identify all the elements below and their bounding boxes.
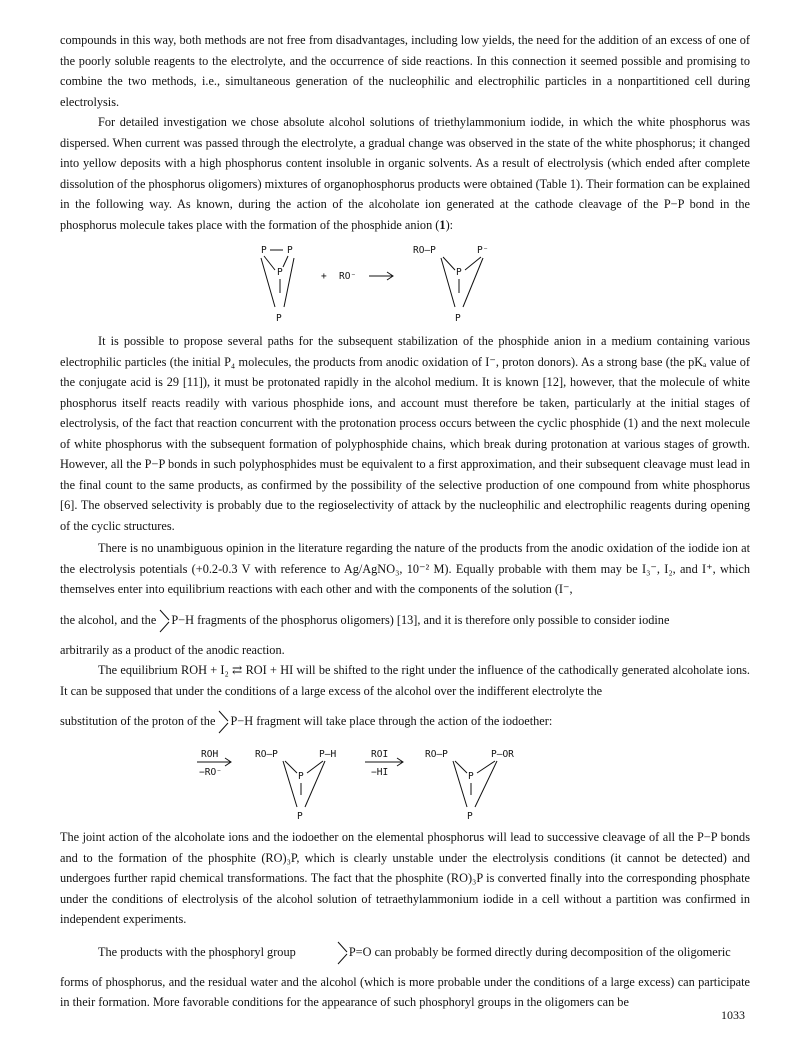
ro-minus-label: −RO⁻	[199, 767, 222, 778]
paragraph-5a: The equilibrium ROH + I₂ ⇄ ROI + HI will be shifted to the right under the influence of the cathodically generated alcoholate ions. It can be supposed that under the conditions of a large excess of the alcohol over the indifferent electrolyte the	[60, 663, 750, 698]
ro-p-left: RO—P	[255, 749, 278, 760]
scheme-iodoether-substitution	[60, 741, 750, 821]
bottom-p-2: P	[467, 811, 473, 821]
paragraph-4b: the alcohol, and the P−H fragments of the phosphorus oligomers) [13], and it is therefore only possible to consider iodine	[60, 608, 750, 634]
p4-atom-bottom: P	[276, 313, 282, 324]
paragraph-4a: There is no unambiguous opinion in the literature regarding the nature of the products from the anodic oxidation of the iodide ion at the electrolysis potentials (+0.2-0.3 V with reference to Ag/AgNO₃, 10⁻² M). Equally probable with them may be I₃⁻, I₂, and I⁺, which themselves enter into equilibrium reactions with each other and with the components of the solution (I⁻,	[60, 541, 750, 596]
p4-atom-top-right: P	[287, 245, 293, 256]
paragraph-1: compounds in this way, both methods are not free from disadvantages, including low yields, the need for the addition of an excess of one of the poorly soluble reagents to the electrolyte, and the occurrence of side reactions. In this connection it seemed possible and promising to combine the two methods, i.e., simultaneous generation of the nucleophilic and electrophilic particles in a nonpartitioned cell during electrolysis.	[60, 33, 750, 109]
phosphoryl-group-symbol	[299, 940, 349, 966]
paragraph-5b: substitution of the proton of the P−H fragment will take place through the action of the iodoether:	[60, 709, 750, 735]
p4-atom-middle: P	[277, 267, 283, 278]
hi-label: −HI	[371, 767, 389, 778]
scheme-phosphide-formation	[60, 241, 750, 325]
bottom-p-1: P	[297, 811, 303, 821]
alcoholate-ion: RO⁻	[339, 271, 357, 282]
phosphide-atom-bottom: P	[455, 313, 461, 324]
mid-p-2: P	[468, 771, 474, 782]
plus-sign: +	[321, 271, 327, 282]
paragraph-6: The joint action of the alcoholate ions and the iodoether on the elemental phosphorus will lead to successive cleavage of all the P−P bonds and to the formation of the phosphite (RO)₃P, which is clearly unstable under the electrolysis conditions (it cannot be detected) and undergoes further rapid chemical transformations. The fact that the phosphite (RO)₃P is converted finally into the corresponding phosphate under the conditions of electrolysis of the alcohol solution of tetraethylammonium iodide in a cell without a partition was confirmed in independent experiments.	[60, 830, 750, 926]
paragraph-3: It is possible to propose several paths for the subsequent stabilization of the phosphide anion in a medium containing various electrophilic particles (the initial P₄ molecules, the products from anodic oxidation of I⁻, proton donors). As a strong base (the pKₐ value of the conjugate acid is 29 [11]), it must be protonated rapidly in the alcohol medium. It is known [12], however, that the molecule of white phosphorus itself reacts readily with various phosphide ions, and account must therefore be taken, particularly at the initial stages of electrolysis, of the fact that reaction concurrent with the protonation process occurs between the cyclic phosphide (1) and the next molecule of white phosphorus with the subsequent formation of polyphosphide chains, which break during protonation at various stages of growth. However, all the P−P bonds in such polyphosphides must be equivalent to a first approximation, and their subsequent cleavage must lead in the final count to the same products, as confirmed by the possibility of the selective production of one compound from white phosphorus [6]. The observed selectivity is probably due to the regioselectivity of attack by the nucleophilic and electrophilic reagents during opening of the cyclic structures.	[60, 334, 750, 533]
ph-fragment-symbol	[159, 608, 171, 634]
roh-label: ROH	[201, 749, 219, 760]
page-number: 1033	[721, 1008, 745, 1022]
paragraph-7a: The products with the phosphoryl group P=O can probably be formed directly during decomposition of the oligomeric	[60, 940, 750, 966]
phosphide-atom-middle: P	[456, 267, 462, 278]
paragraph-4c: arbitrarily as a product of the anodic reaction.	[60, 642, 285, 657]
paragraph-7b: forms of phosphorus, and the residual water and the alcohol (which is more probable under the conditions of a large excess) can participate in their formation. More favorable conditions for the appearance of such phosphoryl groups in the oligomers can be	[60, 974, 750, 1009]
article-body	[60, 30, 750, 1013]
roi-label: ROI	[371, 749, 389, 760]
phosphide-p-minus: P⁻	[477, 245, 489, 256]
mid-p-1: P	[298, 771, 304, 782]
paragraph-2: For detailed investigation we chose absolute alcohol solutions of triethylammonium iodide, in which the white phosphorus was dispersed. When current was passed through the electrolyte, a gradual change was observed in the state of the white phosphorus; it changed into yellow deposits with a high phosphorus content insoluble in organic solvents. As a result of electrolysis (which ended after complete dissolution of the phosphorus oligomers) mixtures of organophosphorus products were obtained (Table 1). Their formation can be explained in the following way. As known, during the action of the alcoholate ion generated at the cathode cleavage of the P−P bond in the phosphorus molecule takes place with the formation of the phosphide anion (1):	[60, 115, 750, 232]
ph-fragment-symbol-2	[218, 709, 230, 735]
p-h-group: P—H	[319, 749, 337, 760]
ro-p-group: RO—P	[413, 245, 436, 256]
p-or-group: P—OR	[491, 749, 514, 760]
p4-atom-top-left: P	[261, 245, 267, 256]
ro-p-right: RO—P	[425, 749, 448, 760]
